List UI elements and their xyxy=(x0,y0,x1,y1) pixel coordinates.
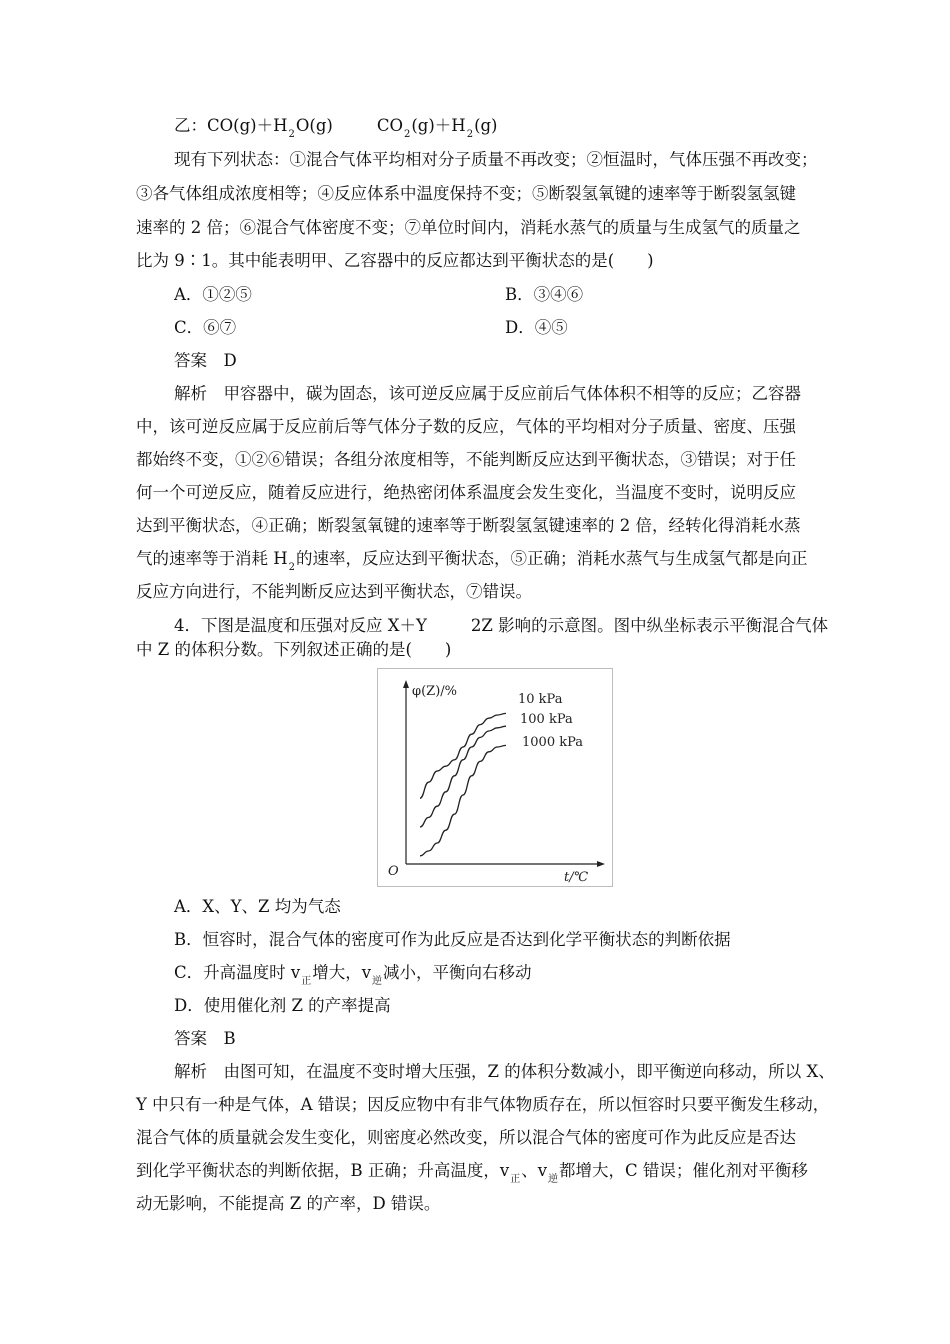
q4-answer: 答案 B xyxy=(174,1029,236,1048)
q3-analysis-line-5: 达到平衡状态，④正确；断裂氢氧键的速率等于断裂氢氢键速率的 2 倍，经转化得消耗水蒸 xyxy=(136,516,801,535)
y-axis-label: φ(Z)/% xyxy=(412,684,458,699)
q3-analysis-line-1: 解析 甲容器中，碳为固态，该可逆反应属于反应前后气体体积不相等的反应；乙容器 xyxy=(174,384,801,403)
q4-stem-line-1 xyxy=(174,615,828,637)
q4-stem-a: 4．下图是温度和压强对反应 X＋Y xyxy=(174,616,427,635)
series-line-2 xyxy=(420,745,506,855)
q3-answer: 答案 D xyxy=(174,351,237,370)
q3-option-b: B．③④⑥ xyxy=(505,285,584,304)
eq-mid: O(g) xyxy=(295,116,333,135)
eq-sub2: 2 xyxy=(403,129,411,140)
q4-stem-b: 2Z 影响的示意图。图中纵坐标表示平衡混合气体 xyxy=(470,616,829,635)
q3-stem-line-1: 现有下列状态：①混合气体平均相对分子质量不再改变；②恒温时，气体压强不再改变； xyxy=(174,150,818,169)
q3-option-d: D．④⑤ xyxy=(505,318,568,337)
q4-analysis-line-2: Y 中只有一种是气体，A 错误；因反应物中有非气体物质存在，所以恒容时只要平衡发生移动， xyxy=(136,1095,830,1114)
q3-analysis-line-3: 都始终不变，①②⑥错误；各组分浓度相等，不能判断反应达到平衡状态，③错误；对于任 xyxy=(136,450,796,469)
eq-right3: (g) xyxy=(474,116,498,135)
x-axis-arrow xyxy=(597,861,605,867)
q4-analysis-4c: 都增大，C 错误；催化剂对平衡移 xyxy=(559,1161,808,1180)
q4-option-b: B．恒容时，混合气体的密度可作为此反应是否达到化学平衡状态的判断依据 xyxy=(174,930,731,949)
q3-stem-line-3: 速率的 2 倍；⑥混合气体密度不变；⑦单位时间内，消耗水蒸气的质量与生成氢气的质量之 xyxy=(136,218,801,237)
q3-analysis-line-2: 中，该可逆反应属于反应前后等气体分子数的反应，气体的平均相对分子质量、密度、压强 xyxy=(136,417,796,436)
equation-yi xyxy=(174,115,498,140)
q3-analysis-line-6a: 气的速率等于消耗 H xyxy=(136,549,288,568)
series-label-0: 10 kPa xyxy=(518,692,563,707)
q3-stem-line-4: 比为 9∶1。其中能表明甲、乙容器中的反应都达到平衡状态的是( ) xyxy=(136,251,654,270)
series-label-2: 1000 kPa xyxy=(522,735,584,750)
q3-analysis-sub: 2 xyxy=(288,562,296,573)
q4-option-c xyxy=(174,962,532,987)
q4-analysis-line-3: 混合气体的质量就会发生变化，则密度必然改变，所以混合气体的密度可作为此反应是否达 xyxy=(136,1128,796,1147)
q4-analysis-sub1: 正 xyxy=(510,1174,521,1185)
eq-left: 乙：CO(g)＋H xyxy=(174,116,288,135)
q4-analysis-line-4 xyxy=(136,1160,808,1185)
eq-sub1: 2 xyxy=(288,129,295,140)
eq-right1: CO xyxy=(376,116,403,135)
x-axis-label: t/℃ xyxy=(564,870,589,885)
eq-right2: (g)＋H xyxy=(411,116,466,135)
q4-option-d: D．使用催化剂 Z 的产率提高 xyxy=(174,996,391,1015)
q4-analysis-4a: 到化学平衡状态的判断依据，B 正确；升高温度，v xyxy=(136,1161,510,1180)
q4-option-c-3: 减小，平衡向右移动 xyxy=(383,963,532,982)
q4-analysis-line-5: 动无影响，不能提高 Z 的产率，D 错误。 xyxy=(136,1194,441,1213)
series-label-1: 100 kPa xyxy=(520,712,573,727)
q4-option-c-sub2: 逆 xyxy=(372,976,383,987)
q4-analysis-4b: 、v xyxy=(521,1161,548,1180)
eq-sub3: 2 xyxy=(466,129,474,140)
q3-option-a: A．①②⑤ xyxy=(174,285,252,304)
y-axis-arrow xyxy=(403,680,409,688)
q3-analysis-line-6 xyxy=(136,548,808,573)
q4-analysis-sub2: 逆 xyxy=(548,1174,559,1185)
series-line-0 xyxy=(420,713,506,798)
q4-option-c-2: 增大，v xyxy=(312,963,372,982)
q4-option-c-sub1: 正 xyxy=(301,976,312,987)
q4-option-c-1: C．升高温度时 v xyxy=(174,963,301,982)
origin-label: O xyxy=(388,864,399,879)
q3-analysis-line-7: 反应方向进行，不能判断反应达到平衡状态，⑦错误。 xyxy=(136,582,532,601)
q3-option-c: C．⑥⑦ xyxy=(174,318,237,337)
series-group xyxy=(420,692,583,856)
q3-analysis-line-4: 何一个可逆反应，随着反应进行，绝热密闭体系温度会发生变化，当温度不变时，说明反应 xyxy=(136,483,796,502)
q3-stem-line-2: ③各气体组成浓度相等；④反应体系中温度保持不变；⑤断裂氢氧键的速率等于断裂氢氢键 xyxy=(136,184,796,203)
q4-analysis-line-1: 解析 由图可知，在温度不变时增大压强，Z 的体积分数减小，即平衡逆向移动，所以 X、 xyxy=(174,1062,835,1081)
q4-option-a: A．X、Y、Z 均为气态 xyxy=(174,897,341,916)
chart-svg xyxy=(378,669,612,886)
q4-stem-line-2: 中 Z 的体积分数。下列叙述正确的是( ) xyxy=(136,640,452,659)
chart-figure xyxy=(377,668,613,887)
q3-analysis-line-6b: 的速率，反应达到平衡状态，⑤正确；消耗水蒸气与生成氢气都是向正 xyxy=(296,549,808,568)
